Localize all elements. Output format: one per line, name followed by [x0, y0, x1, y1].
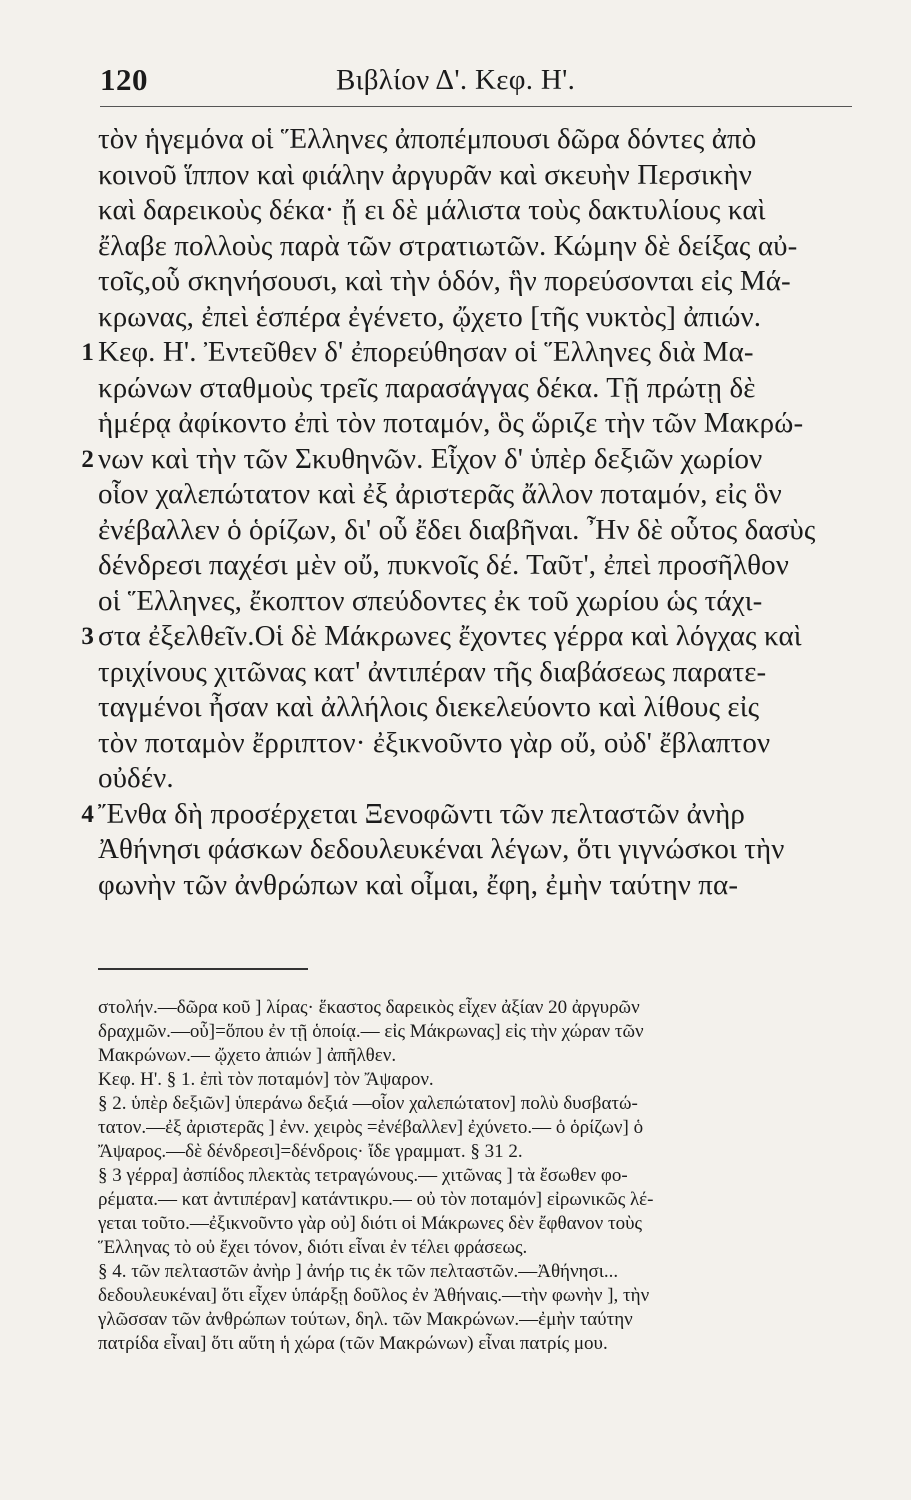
text-line: [98, 513, 856, 549]
note-line: ρέματα.— κατ ἀντιπέραν] κατάντικρυ.— οὐ τὸν ποταμόν] εἰρωνικῶς λέ-: [98, 1189, 654, 1210]
text-line: [98, 122, 856, 158]
line-text: φωνὴν τῶν ἀνθρώπων καὶ οἶμαι, ἔφη, ἐμὴν ταύτην πα-: [98, 868, 739, 901]
text-line: [98, 548, 856, 584]
text-line: [81, 797, 856, 833]
section-number: 1: [81, 339, 94, 366]
section-number: 3: [81, 623, 94, 650]
main-text: [81, 122, 856, 903]
line-text: Κεφ. Η'. Ἐντεῦθεν δ' ἐπορεύθησαν οἱ Ἕλληνες διὰ Μα-: [98, 336, 754, 368]
note-line: τατον.—ἐξ ἀριστερᾶς ] ἐνν. χειρὸς =ἐνέβαλλεν] ἐχύνετο.— ὁ ὁρίζων] ὁ: [98, 1117, 644, 1138]
text-line: [98, 761, 856, 797]
note-line: Ἄψαρος.—δὲ δένδρεσι]=δένδροις· ἴδε γραμματ. § 31 2.: [98, 1141, 523, 1162]
line-text: στα ἐξελθεῖν.Οἱ δὲ Μάκρωνες ἔχοντες γέρρα καὶ λόγχας καὶ: [98, 620, 802, 652]
footnote-rule: [98, 968, 308, 970]
line-text: κρώνων σταθμοὺς τρεῖς παρασάγγας δέκα. Τῇ πρώτῃ δὲ: [98, 371, 756, 404]
text-line: [98, 371, 856, 407]
text-line: [81, 442, 856, 478]
text-line: [98, 584, 856, 620]
line-text: δένδρεσι παχέσι μὲν οὔ, πυκνοῖς δέ. Ταῦτ', ἐπεὶ προσῆλθον: [98, 549, 789, 581]
line-text: τὸν ἡγεμόνα οἱ Ἕλληνες ἀποπέμπουσι δῶρα δόντες ἀπὸ: [98, 123, 757, 155]
note-line: Μακρώνων.— ᾤχετο ἀπιών ] ἀπῆλθεν.: [98, 1045, 397, 1066]
running-title: Βιβλίον Δ'. Κεφ. Η'.: [336, 64, 576, 96]
note-line: πατρίδα εἶναι] ὅτι αὕτη ἡ χώρα (τῶν Μακρώνων) εἶναι πατρίς μου.: [98, 1333, 608, 1354]
text-line: [98, 406, 856, 442]
text-line: [98, 229, 856, 265]
text-line: [98, 264, 856, 300]
text-line: [98, 690, 856, 726]
text-line: [98, 832, 856, 868]
text-line: [98, 726, 856, 762]
header-rule: [100, 106, 852, 107]
text-line: [98, 300, 856, 336]
line-text: κοινοῦ ἵππον καὶ φιάλην ἀργυρᾶν καὶ σκευὴν Περσικὴν: [98, 158, 752, 191]
note-line: γλῶσσαν τῶν ἀνθρώπων τούτων, δηλ. τῶν Μακρώνων.—ἐμὴν ταύτην: [98, 1309, 633, 1330]
line-text: ταγμένοι ἦσαν καὶ ἀλλήλοις διεκελεύοντο καὶ λίθους εἰς: [98, 691, 760, 723]
text-line: [98, 477, 856, 513]
text-line: [98, 158, 856, 194]
text-line: [81, 619, 856, 655]
note-line: δεδουλευκέναι] ὅτι εἶχεν ὑπάρξῃ δοῦλος ἐν Ἀθήναις.—τὴν φωνὴν ], τὴν: [98, 1285, 650, 1306]
note-line: § 2. ὑπὲρ δεξιῶν] ὑπεράνω δεξιά —οἷον χαλεπώτατον] πολὺ δυσβατώ-: [98, 1093, 638, 1114]
line-text: Ἀθήνησι φάσκων δεδουλευκέναι λέγων, ὅτι γιγνώσκοι τὴν: [98, 833, 785, 865]
note-line: § 4. τῶν πελταστῶν ἀνὴρ ] ἀνήρ τις ἐκ τῶν πελταστῶν.—Ἀθήνησι...: [98, 1261, 619, 1282]
line-text: οὐδέν.: [98, 762, 174, 794]
note-line: γεται τοῦτο.—ἐξικνοῦντο γὰρ οὐ] διότι οἱ Μάκρωνες δὲν ἔφθανον τοὺς: [98, 1213, 643, 1234]
line-text: τοῖς,οὗ σκηνήσουσι, καὶ τὴν ὁδόν, ἣν πορεύσονται εἰς Μά-: [98, 265, 791, 297]
line-text: καὶ δαρεικοὺς δέκα· ᾔ ει δὲ μάλιστα τοὺς δακτυλίους καὶ: [98, 194, 766, 226]
line-text: οἷον χαλεπώτατον καὶ ἐξ ἀριστερᾶς ἄλλον ποταμόν, εἰς ὃν: [98, 478, 782, 510]
text-line: [98, 868, 856, 904]
footnotes: [98, 996, 856, 1356]
line-text: οἱ Ἕλληνες, ἔκοπτον σπεύδοντες ἐκ τοῦ χωρίου ὡς τάχι-: [98, 584, 763, 617]
page-number: 120: [100, 62, 148, 97]
note-line: Ἕλληνας τὸ οὐ ἔχει τόνον, διότι εἶναι ἐν τέλει φράσεως.: [98, 1237, 528, 1258]
line-text: Ἔνθα δὴ προσέρχεται Ξενοφῶντι τῶν πελταστῶν ἀνὴρ: [98, 797, 745, 830]
section-number: 4: [81, 800, 94, 828]
line-text: τὸν ποταμὸν ἔρριπτον· ἐξικνοῦντο γὰρ οὔ, οὐδ' ἔβλαπτον: [98, 726, 771, 759]
note-line: § 3 γέρρα] ἀσπίδος πλεκτὰς τετραγώνους.— χιτῶνας ] τὰ ἔσωθεν φο-: [98, 1165, 628, 1186]
section-number: 2: [81, 445, 94, 473]
line-text: ἐνέβαλλεν ὁ ὁρίζων, δι' οὗ ἔδει διαβῆναι. Ἦν δὲ οὗτος δασὺς: [98, 513, 816, 546]
note-line: Κεφ. Η'. § 1. ἐπὶ τὸν ποταμόν] τὸν Ἄψαρον.: [98, 1069, 434, 1090]
line-text: ἡμέρᾳ ἀφίκοντο ἐπὶ τὸν ποταμόν, ὃς ὥριζε τὴν τῶν Μακρώ-: [98, 407, 804, 439]
line-text: νων καὶ τὴν τῶν Σκυθηνῶν. Εἶχον δ' ὑπὲρ δεξιῶν χωρίον: [98, 442, 763, 475]
text-line: [98, 193, 856, 229]
text-line: [81, 335, 856, 371]
line-text: τριχίνους χιτῶνας κατ' ἀντιπέραν τῆς διαβάσεως παρατε-: [98, 655, 767, 688]
line-text: κρωνας, ἐπεὶ ἑσπέρα ἐγένετο, ᾤχετο [τῆς νυκτὸς] ἀπιών.: [98, 300, 762, 333]
line-text: ἔλαβε πολλοὺς παρὰ τῶν στρατιωτῶν. Κώμην δὲ δείξας αὐ-: [98, 229, 798, 262]
note-line: στολήν.—δῶρα κοῦ ] λίρας· ἕκαστος δαρεικὸς εἶχεν ἀξίαν 20 ἀργυρῶν: [98, 997, 640, 1018]
page-header: [100, 62, 851, 108]
note-line: δραχμῶν.—οὗ]=ὅπου ἐν τῇ ὁποίᾳ.— εἰς Μάκρωνας] εἰς τὴν χώραν τῶν: [98, 1021, 644, 1042]
text-line: [98, 655, 856, 691]
